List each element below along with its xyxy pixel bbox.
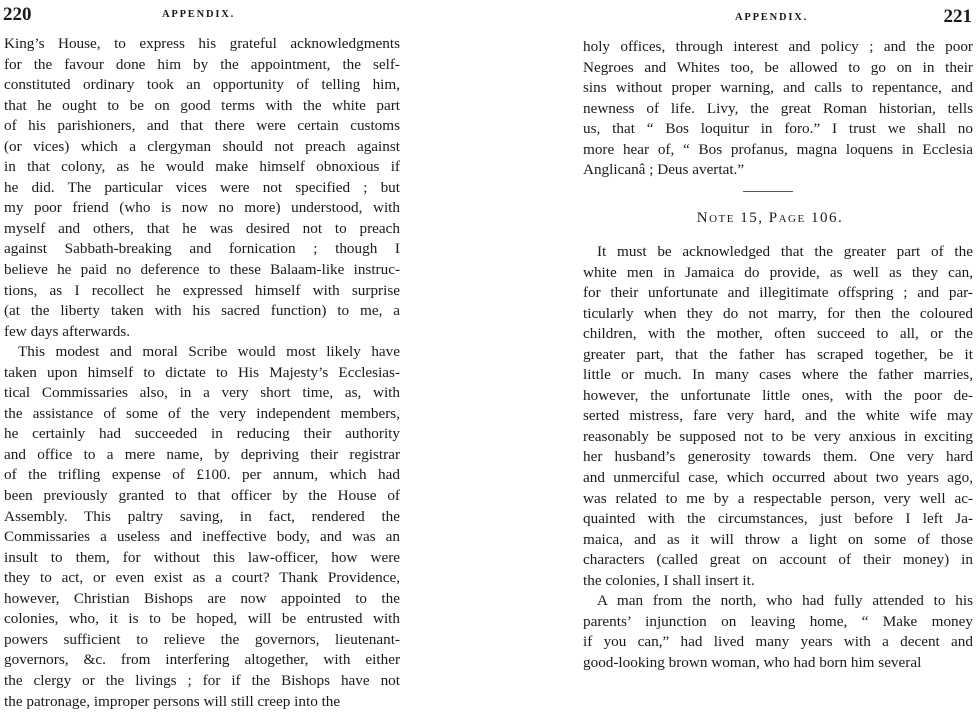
running-head: APPENDIX. — [735, 12, 808, 23]
text-line: if you can,” had lived many years with a decent and — [583, 632, 973, 653]
text-line: parents’ injunction on leaving home, “ Make money — [583, 612, 973, 633]
text-line: reasonably be supposed not to be very anxious in exciting — [583, 427, 973, 448]
right-body-text-top — [583, 37, 973, 181]
text-line: was related to me by a respectable person, very well ac- — [583, 489, 973, 510]
text-line: powers sufficient to relieve the governors, lieutenant- — [4, 630, 400, 651]
text-line: and unmerciful case, which occurred about two years ago, — [583, 468, 973, 489]
text-line: characters (called great on account of their money) in — [583, 550, 973, 571]
text-line: believe he paid no deference to these Balaam-like instruc- — [4, 260, 400, 281]
text-line: of his parishioners, and that there were certain customs — [4, 116, 400, 137]
page-number: 220 — [3, 4, 32, 26]
text-line: he did. The particular vices were not specified ; but — [4, 178, 400, 199]
text-line: her husband’s generosity towards them. One very hard — [583, 447, 973, 468]
text-line: good-looking brown woman, who had born him several — [583, 653, 973, 674]
text-line: white men in Jamaica do provide, as well as they can, — [583, 263, 973, 284]
text-line: King’s House, to express his grateful acknowledgments — [4, 34, 400, 55]
text-line: tical Commissaries also, in a very short time, as, with — [4, 383, 400, 404]
text-line: quainted with the circumstances, just before I left Ja- — [583, 509, 973, 530]
text-line: A man from the north, who had fully attended to his — [583, 591, 973, 612]
text-line: holy offices, through interest and policy ; and the poor — [583, 37, 973, 58]
text-line: (or vices) which a clergyman should not preach against — [4, 137, 400, 158]
text-line: Anglicanâ ; Deus avertat.” — [583, 160, 973, 181]
text-line: the assistance of some of the very independent members, — [4, 404, 400, 425]
text-line: the clergy or the livings ; for if the Bishops have not — [4, 671, 400, 692]
right-page — [560, 0, 980, 645]
text-line: myself and others, that he was desired not to preach — [4, 219, 400, 240]
text-line: few days afterwards. — [4, 322, 400, 343]
text-line: maica, and as it will throw a light on some of those — [583, 530, 973, 551]
text-line: greater part, that the father has scraped together, be it — [583, 345, 973, 366]
text-line: in that colony, as he would make himself obnoxious if — [4, 157, 400, 178]
text-line: colonies, who, it is to be hoped, will be entrusted with — [4, 609, 400, 630]
text-line: they to act, or even exist as a court? Thank Providence, — [4, 568, 400, 589]
text-line: little or much. In many cases where the father marries, — [583, 365, 973, 386]
text-line: Assembly. This paltry saving, in fact, rendered the — [4, 507, 400, 528]
text-line: taken upon himself to dictate to His Majesty’s Ecclesias- — [4, 363, 400, 384]
text-line: for the favour done him by the appointment, the self- — [4, 55, 400, 76]
text-line: against Sabbath-breaking and fornication ; though I — [4, 239, 400, 260]
text-line: Commissaries a useless and ineffective body, and was an — [4, 527, 400, 548]
text-line: of the trifling expense of £100. per annum, which had — [4, 465, 400, 486]
section-divider — [743, 191, 793, 192]
text-line: (at the liberty taken with his sacred function) to me, a — [4, 301, 400, 322]
left-body-text — [4, 34, 400, 712]
text-line: sins without proper warning, and calls to repentance, and — [583, 78, 973, 99]
running-head: APPENDIX. — [162, 9, 235, 20]
right-page-header — [560, 4, 980, 26]
text-line: the colonies, I shall insert it. — [583, 571, 973, 592]
left-page-header — [0, 4, 420, 26]
text-line: he certainly had succeeded in reducing their authority — [4, 424, 400, 445]
note-heading: Note 15, Page 106. — [560, 210, 980, 227]
text-line: This modest and moral Scribe would most likely have — [4, 342, 400, 363]
text-line: tions, as I recollect he expressed himself with surprise — [4, 281, 400, 302]
text-line: newness of life. Livy, the great Roman historian, tells — [583, 99, 973, 120]
text-line: my poor friend (who is now no more) understood, with — [4, 198, 400, 219]
text-line: It must be acknowledged that the greater part of the — [583, 242, 973, 263]
text-line: us, that “ Bos loquitur in foro.” I trust we shall no — [583, 119, 973, 140]
left-page — [0, 0, 420, 645]
text-line: that he ought to be on good terms with the white part — [4, 96, 400, 117]
text-line: however, Christian Bishops are now appointed to the — [4, 589, 400, 610]
text-line: and office to a mere name, by depriving their registrar — [4, 445, 400, 466]
text-line: governors, &c. from interfering altogether, with either — [4, 650, 400, 671]
text-line: ticularly when they do not marry, for then the coloured — [583, 304, 973, 325]
text-line: for their unfortunate and illegitimate offspring ; and par- — [583, 283, 973, 304]
text-line: constituted ordinary took an opportunity of telling him, — [4, 75, 400, 96]
right-body-text-bottom — [583, 242, 973, 673]
text-line: serted mistress, fare very hard, and the white wife may — [583, 406, 973, 427]
text-line: Negroes and Whites too, be allowed to go on in their — [583, 58, 973, 79]
text-line: the patronage, improper persons will still creep into the — [4, 692, 400, 712]
text-line: more hear of, “ Bos profanus, magna loquens in Ecclesia — [583, 140, 973, 161]
text-line: insult to them, for without this law-officer, how were — [4, 548, 400, 569]
text-line: been previously granted to that officer by the House of — [4, 486, 400, 507]
page-number: 221 — [944, 6, 973, 28]
text-line: however, the unfortunate little ones, with the poor de- — [583, 386, 973, 407]
text-line: children, with the mother, often succeed to all, or the — [583, 324, 973, 345]
